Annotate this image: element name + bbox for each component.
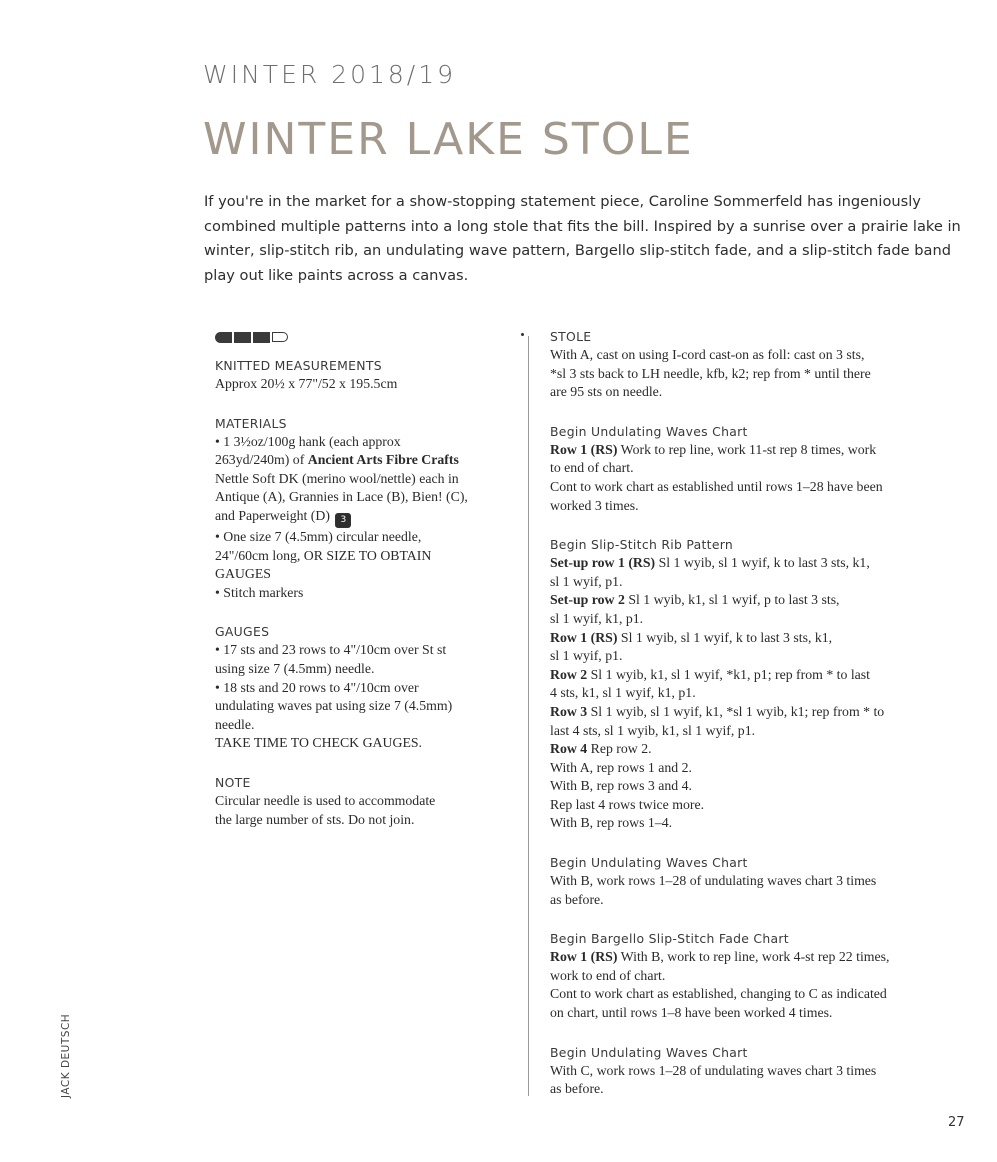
materials-text: and Paperweight (D) — [215, 507, 330, 523]
materials-line: Antique (A), Grannies in Lace (B), Bien! (C), — [215, 489, 468, 505]
left-column — [215, 330, 515, 849]
instruction-text: With B, work to rep line, work 4-st rep 22 times, — [617, 949, 890, 965]
rib-heading: Begin Slip-Stitch Rib Pattern — [550, 537, 734, 553]
row-label: Row 3 — [550, 703, 588, 719]
materials-section — [215, 414, 515, 603]
instruction-line — [550, 948, 970, 967]
instruction-text: Sl 1 wyib, k1, sl 1 wyif, p to last 3 sts, — [624, 592, 840, 608]
instruction-line: worked 3 times. — [550, 497, 639, 513]
materials-text: 263yd/240m) of — [215, 452, 305, 468]
skill-bar-filled — [215, 332, 232, 343]
instruction-line: last 4 sts, sl 1 wyib, k1, sl 1 wyif, p1. — [550, 722, 756, 738]
skill-bar-filled — [234, 332, 251, 343]
row-label: Row 4 — [550, 741, 588, 757]
gauges-line: undulating waves pat using size 7 (4.5mm) — [215, 698, 453, 714]
materials-line: Nettle Soft DK (merino wool/nettle) each in — [215, 470, 459, 486]
instruction-text: Work to rep line, work 11-st rep 8 times, work — [617, 441, 877, 457]
page-number: 27 — [948, 1115, 965, 1130]
measurements-text: Approx 20½ x 77"/52 x 195.5cm — [215, 376, 398, 391]
instruction-line — [550, 703, 970, 722]
instruction-text: Rep row 2. — [587, 741, 652, 757]
instruction-line: sl 1 wyif, p1. — [550, 573, 623, 589]
instruction-line — [550, 554, 970, 573]
note-heading: NOTE — [215, 774, 251, 790]
instruction-line: on chart, until rows 1–8 have been worked 4 times. — [550, 1005, 833, 1021]
instruction-text: Sl 1 wyib, sl 1 wyif, k to last 3 sts, k1, — [617, 629, 833, 645]
row-label: Set-up row 1 (RS) — [550, 555, 656, 571]
waves-section-2 — [550, 853, 970, 909]
stole-line: With A, cast on using I-cord cast-on as foll: cast on 3 sts, — [550, 347, 865, 362]
gauges-section — [215, 622, 515, 753]
instruction-line: sl 1 wyif, p1. — [550, 648, 623, 664]
instruction-line — [550, 591, 970, 610]
gauges-heading: GAUGES — [215, 624, 270, 640]
materials-line — [215, 451, 515, 470]
row-label: Row 1 (RS) — [550, 949, 618, 965]
instruction-line: With B, rep rows 3 and 4. — [550, 778, 692, 794]
materials-line: • 1 3½oz/100g hank (each approx — [215, 433, 401, 449]
materials-line: • One size 7 (4.5mm) circular needle, — [215, 528, 422, 544]
instruction-text: Sl 1 wyib, sl 1 wyif, k1, *sl 1 wyib, k1; rep from * to — [587, 703, 885, 719]
season-label: WINTER 2018/19 — [203, 60, 457, 89]
bargello-section — [550, 929, 970, 1022]
gauges-line: needle. — [215, 716, 255, 732]
skill-bar-empty — [272, 332, 288, 342]
instruction-line: 4 sts, k1, sl 1 wyif, k1, p1. — [550, 685, 696, 701]
waves-section-1 — [550, 422, 970, 515]
materials-line: GAUGES — [215, 566, 271, 582]
stole-section — [550, 327, 970, 402]
instruction-line: With B, work rows 1–28 of undulating waves chart 3 times — [550, 873, 877, 889]
instruction-line — [550, 740, 970, 759]
instruction-text: Sl 1 wyib, k1, sl 1 wyif, *k1, p1; rep from * to last — [587, 666, 871, 682]
rib-section — [550, 535, 970, 833]
note-line: the large number of sts. Do not join. — [215, 811, 415, 827]
instruction-line: Rep last 4 rows twice more. — [550, 796, 705, 812]
measurements-heading: KNITTED MEASUREMENTS — [215, 358, 382, 373]
instruction-line: as before. — [550, 891, 604, 907]
instruction-line: work to end of chart. — [550, 967, 666, 983]
stole-line: *sl 3 sts back to LH needle, kfb, k2; rep from * until there — [550, 365, 871, 381]
gauges-line: • 17 sts and 23 rows to 4"/10cm over St st — [215, 642, 447, 658]
column-divider — [528, 336, 529, 1096]
intro-paragraph: If you're in the market for a show-stopping statement piece, Caroline Sommerfeld has ingeniously combined multiple patterns into a long stole that fits the bill. Inspired by a sunrise over a prairie lake in winter, slip-stitch rib, an undulating wave pattern, Bargello slip-stitch fade, and a slip-stitch fade band play out like paints across a canvas. — [204, 193, 961, 284]
photo-credit: JACK DEUTSCH — [60, 1013, 72, 1098]
instruction-line: With A, rep rows 1 and 2. — [550, 759, 692, 775]
row-label: Row 1 (RS) — [550, 441, 618, 457]
right-column — [550, 327, 970, 1119]
row-label: Row 2 — [550, 666, 588, 682]
materials-heading: MATERIALS — [215, 415, 287, 431]
gauges-line: • 18 sts and 20 rows to 4"/10cm over — [215, 679, 419, 695]
note-section — [215, 773, 515, 829]
instruction-line: to end of chart. — [550, 460, 634, 476]
materials-line: • Stitch markers — [215, 584, 304, 600]
row-label: Row 1 (RS) — [550, 629, 618, 645]
row-label: Set-up row 2 — [550, 592, 625, 608]
instruction-line — [550, 441, 970, 460]
instruction-line: as before. — [550, 1081, 604, 1097]
skill-bar-filled — [253, 332, 270, 343]
instruction-line — [550, 629, 970, 648]
yarn-brand: Ancient Arts Fibre Crafts — [307, 452, 459, 468]
waves-heading-2: Begin Undulating Waves Chart — [550, 855, 748, 871]
materials-line — [215, 507, 515, 528]
bargello-heading: Begin Bargello Slip-Stitch Fade Chart — [550, 931, 789, 947]
instruction-line: With C, work rows 1–28 of undulating waves chart 3 times — [550, 1062, 877, 1078]
measurements-section — [215, 356, 515, 394]
skill-level-icon — [215, 330, 515, 344]
instruction-line: Cont to work chart as established, changing to C as indicated — [550, 986, 887, 1002]
instruction-text: Sl 1 wyib, sl 1 wyif, k to last 3 sts, k1, — [655, 555, 870, 571]
instruction-line — [550, 666, 970, 685]
yarn-weight-icon: 3 — [335, 513, 351, 528]
gauges-line: using size 7 (4.5mm) needle. — [215, 660, 375, 676]
instruction-line: Cont to work chart as established until rows 1–28 have been — [550, 478, 883, 494]
gauges-line: TAKE TIME TO CHECK GAUGES. — [215, 735, 423, 751]
note-line: Circular needle is used to accommodate — [215, 792, 436, 808]
page-title: WINTER LAKE STOLE — [203, 114, 694, 165]
materials-line: 24"/60cm long, OR SIZE TO OBTAIN — [215, 547, 432, 563]
divider-dot — [521, 333, 524, 336]
waves-heading-3: Begin Undulating Waves Chart — [550, 1044, 748, 1060]
instruction-line: With B, rep rows 1–4. — [550, 815, 673, 831]
stole-line: are 95 sts on needle. — [550, 384, 663, 400]
waves-heading-1: Begin Undulating Waves Chart — [550, 423, 748, 439]
instruction-line: sl 1 wyif, k1, p1. — [550, 610, 644, 626]
waves-section-3 — [550, 1043, 970, 1099]
stole-heading: STOLE — [550, 329, 592, 344]
